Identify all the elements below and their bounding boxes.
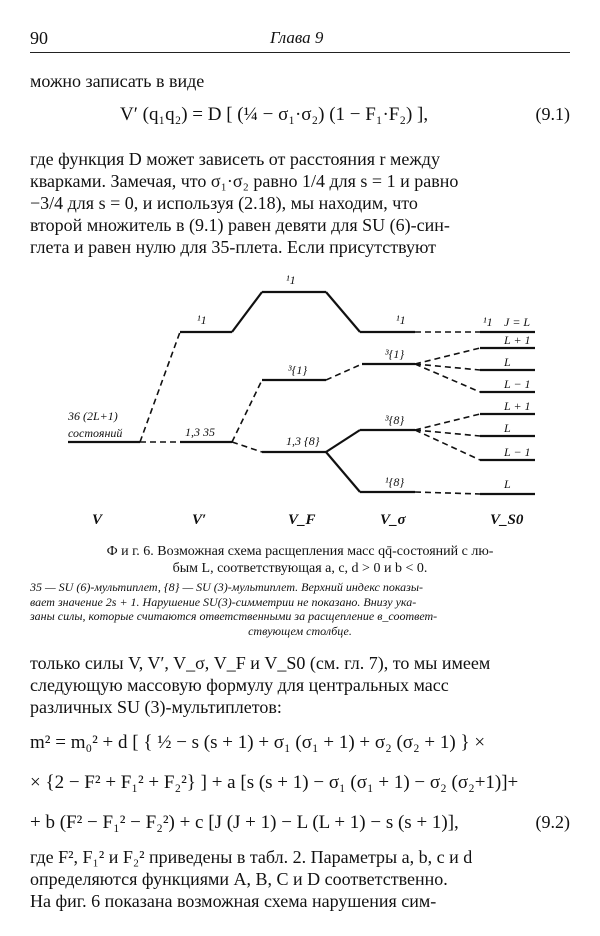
- note-line: ствующем столбце.: [248, 623, 352, 638]
- level-label: ³{1}: [385, 347, 405, 361]
- paragraph-line: глета и равен нулю для 35-плета. Если присутствуют: [30, 237, 437, 257]
- connector: [326, 430, 360, 452]
- paragraph-line: второй множитель в (9.1) равен девяти для SU (6)-син-: [30, 215, 450, 235]
- level-label: 1,3 35: [185, 425, 215, 439]
- state-count-label: 36 (2L+1): [68, 409, 118, 423]
- caption-line: Ф и г. 6. Возможная схема расщепления масс qq̄-состояний с лю-: [106, 544, 494, 559]
- level-label: ¹1: [396, 313, 406, 327]
- paragraph-3: [30, 846, 570, 912]
- header-rule: [30, 52, 570, 53]
- column-label: V_S0: [490, 512, 524, 528]
- equation-9-2-number: (9.2): [535, 812, 570, 832]
- j-label: L − 1: [504, 445, 531, 459]
- equation-9-1-number: (9.1): [535, 104, 570, 124]
- equation-9-2-line-1: m² = m₀² + d [ { ½ − s (s + 1) + σ₁ (σ₁ + 1) + σ₂ (σ₂ + 1) } ×: [30, 732, 486, 753]
- paragraph-1: [30, 148, 570, 258]
- paragraph-line: различных SU (3)-мультиплетов:: [30, 697, 282, 717]
- paragraph-line: кварками. Замечая, что σ₁·σ₂ равно 1/4 для s = 1 и равно: [30, 171, 459, 191]
- equation-9-1: V′ (q₁q₂) = D [ (¼ − σ₁·σ₂) (1 − F₁·F₂) ],: [120, 104, 429, 125]
- level-label: ¹{8}: [385, 475, 405, 489]
- note-line: заны силы, которые считаются ответственными за расщепление в_соответ-: [30, 609, 438, 623]
- state-count-label: состояний: [68, 426, 123, 440]
- j-label: L: [504, 355, 511, 369]
- column-label: V′: [192, 512, 207, 528]
- chapter-title: Глава 9: [270, 28, 324, 47]
- connector: [232, 292, 262, 332]
- paragraph-2: [30, 652, 570, 718]
- level-label: ³{8}: [385, 413, 405, 427]
- paragraph-line: −3/4 для s = 0, и используя (2.18), мы находим, что: [30, 193, 418, 213]
- connector: [326, 452, 360, 492]
- note-line: 35 — SU (6)-мультиплет, {8} — SU (3)-мультиплет. Верхний индекс показы-: [30, 580, 423, 594]
- column-label: V_F: [288, 512, 316, 528]
- equation-9-2-line-2: × {2 − F² + F₁² + F₂²} ] + a [s (s + 1) − σ₁ (σ₁ + 1) − σ₂ (σ₂+1)]+: [30, 772, 519, 793]
- level-label: 1,3 {8}: [286, 434, 320, 448]
- j-label: L: [504, 477, 511, 491]
- column-label: V_σ: [380, 512, 406, 528]
- dashed-connectors: [140, 332, 480, 494]
- splitting-diagram: [30, 262, 570, 540]
- j-label: L + 1: [504, 399, 531, 413]
- intro-text: можно записать в виде: [30, 71, 205, 91]
- column-label: V: [92, 512, 103, 528]
- level-label: ³{1}: [288, 363, 308, 377]
- paragraph-line: где F², F₁² и F₂² приведены в табл. 2. Параметры a, b, c и d: [30, 847, 473, 867]
- level-lines: [68, 292, 535, 494]
- paragraph-line: На фиг. 6 показана возможная схема нарушения сим-: [30, 891, 437, 911]
- paragraph-line: только силы V, V′, V_σ, V_F и V_S0 (см. гл. 7), то мы имеем: [30, 653, 491, 673]
- equation-9-2-line-3: + b (F² − F₁² − F₂²) + c [J (J + 1) − L (L + 1) − s (s + 1)],: [30, 812, 459, 833]
- connector: [326, 292, 360, 332]
- paragraph-line: определяются функциями A, B, C и D соответственно.: [30, 869, 448, 889]
- page-number: 90: [30, 28, 48, 48]
- j-label: L − 1: [504, 377, 531, 391]
- level-label: ¹1: [483, 315, 493, 329]
- caption-line: бым L, соответствующая a, c, d > 0 и b < 0.: [172, 561, 428, 576]
- figure-caption: [40, 543, 560, 577]
- paragraph-line: где функция D может зависеть от расстояния r между: [30, 149, 440, 169]
- j-label: L + 1: [504, 333, 531, 347]
- j-label: L: [504, 421, 511, 435]
- level-label: ¹1: [286, 273, 296, 287]
- paragraph-line: следующую массовую формулу для центральных масс: [30, 675, 449, 695]
- page-header: [30, 28, 570, 50]
- level-label: ¹1: [197, 313, 207, 327]
- figure-note: [30, 580, 570, 638]
- j-label: J = L: [504, 315, 531, 329]
- note-line: вает значение 2s + 1. Нарушение SU(3)-симметрии не показано. Внизу ука-: [30, 594, 417, 609]
